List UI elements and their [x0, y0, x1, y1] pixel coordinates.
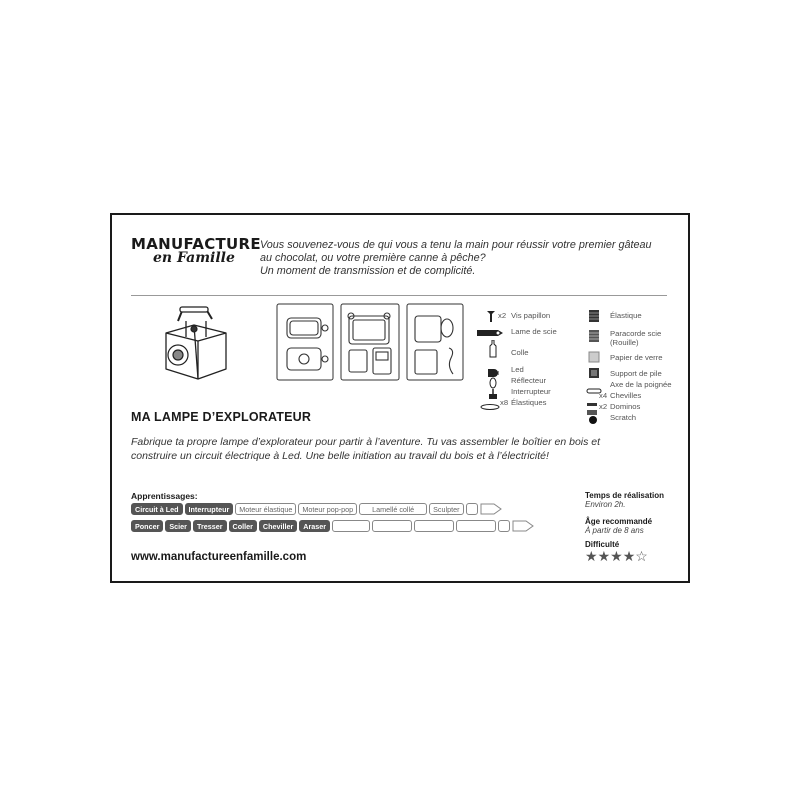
star-empty-icon: ☆: [635, 548, 648, 564]
duration-label: Temps de réalisation: [585, 491, 664, 500]
learning-tag: Tresser: [193, 520, 227, 532]
material-label: Led: [511, 365, 524, 374]
rubber-band-icon: [480, 398, 500, 416]
material-label: Élastique: [610, 311, 642, 320]
divider: [131, 295, 667, 296]
description-line-2: construire un circuit électrique à Led. Une belle initiation au travail du bois et à l’électricité!: [131, 450, 549, 462]
learning-tag: Moteur élastique: [235, 503, 296, 515]
material-label: Paracorde scie: [610, 329, 662, 338]
intro-text: [260, 239, 680, 278]
product-description: [131, 435, 661, 463]
learning-tag-empty: [332, 520, 370, 532]
brand-name-main: MANUFACTURE: [131, 235, 261, 253]
material-label: Scratch: [610, 413, 637, 422]
duration-value: Environ 2h.: [585, 500, 626, 509]
material-qty: x2: [599, 402, 608, 411]
wood-plates-diagram: [275, 302, 467, 382]
arrow-tag-icon: [480, 503, 502, 515]
age-label: Âge recommandé: [585, 517, 653, 526]
learning-tag-empty: [466, 503, 478, 515]
learning-tag: Cheviller: [259, 520, 297, 532]
age-value: À partir de 8 ans: [585, 526, 644, 535]
intro-line-3: Un moment de transmission et de complicité.: [260, 265, 476, 277]
learning-tag: Sculpter: [429, 503, 463, 515]
material-label: Dominos: [610, 402, 641, 411]
learnings-row-1: [131, 503, 502, 516]
learning-tag: Poncer: [131, 520, 163, 532]
velcro-icon: [588, 412, 598, 430]
brand-logo: [131, 235, 261, 266]
intro-line-1: Vous souvenez-vous de qui vous a tenu la main pour réussir votre premier gâteau: [260, 239, 652, 251]
material-label: Élastiques: [511, 398, 547, 407]
star-filled-icon: ★: [610, 548, 623, 564]
glue-bottle-icon: [488, 340, 498, 363]
material-label: Axe de la poignée: [610, 380, 672, 389]
paracord-icon: [588, 329, 600, 348]
learning-tag: Scier: [165, 520, 191, 532]
product-card: [110, 213, 690, 583]
description-line-1: Fabrique ta propre lampe d’explorateur pour partir à l’aventure. Tu vas assembler le boîtier en bois et: [131, 436, 601, 448]
learnings-row-2: [131, 520, 534, 533]
duration-info: [585, 491, 664, 509]
learning-tag: Coller: [229, 520, 257, 532]
material-qty: x2: [498, 311, 507, 320]
learning-tag: Araser: [299, 520, 330, 532]
material-label: Interrupteur: [511, 387, 551, 396]
learning-tag-empty: [372, 520, 412, 532]
difficulty-label: Difficulté: [585, 540, 620, 549]
learning-tag: Circuit à Led: [131, 503, 183, 515]
lamp-illustration: [156, 303, 234, 383]
material-label: Papier de verre: [610, 353, 663, 362]
learning-tag: Moteur pop-pop: [298, 503, 357, 515]
learning-tag: Interrupteur: [185, 503, 234, 515]
elastic-spool-icon: [588, 309, 600, 328]
learning-tag: Lamellé collé: [359, 503, 427, 515]
learning-tag-empty: [414, 520, 454, 532]
star-filled-icon: ★: [585, 548, 598, 564]
age-info: [585, 517, 652, 535]
material-label: Vis papillon: [511, 311, 551, 320]
learning-tag-empty: [498, 520, 510, 532]
difficulty-stars: [585, 548, 648, 565]
learnings-title: Apprentissages:: [131, 491, 198, 501]
material-label: Support de pile: [610, 369, 662, 378]
material-label: Chevilles: [610, 391, 642, 400]
material-qty: x8: [500, 398, 509, 407]
star-filled-icon: ★: [597, 548, 611, 564]
material-label: (Rouille): [610, 338, 639, 347]
intro-line-2: au chocolat, ou votre première canne à pêche?: [260, 252, 486, 264]
website-link[interactable]: www.manufactureenfamille.com: [131, 551, 307, 563]
product-title: MA LAMPE D’EXPLORATEUR: [131, 410, 312, 424]
learning-tag-empty: [456, 520, 496, 532]
material-label: Colle: [511, 348, 529, 357]
arrow-tag-icon: [512, 520, 534, 532]
brand-name-sub: en Famille: [153, 250, 235, 266]
material-qty: x4: [599, 391, 608, 400]
star-filled-icon: ★: [622, 548, 636, 564]
material-label: Lame de scie: [511, 327, 557, 336]
material-label: Réflecteur: [511, 376, 547, 385]
